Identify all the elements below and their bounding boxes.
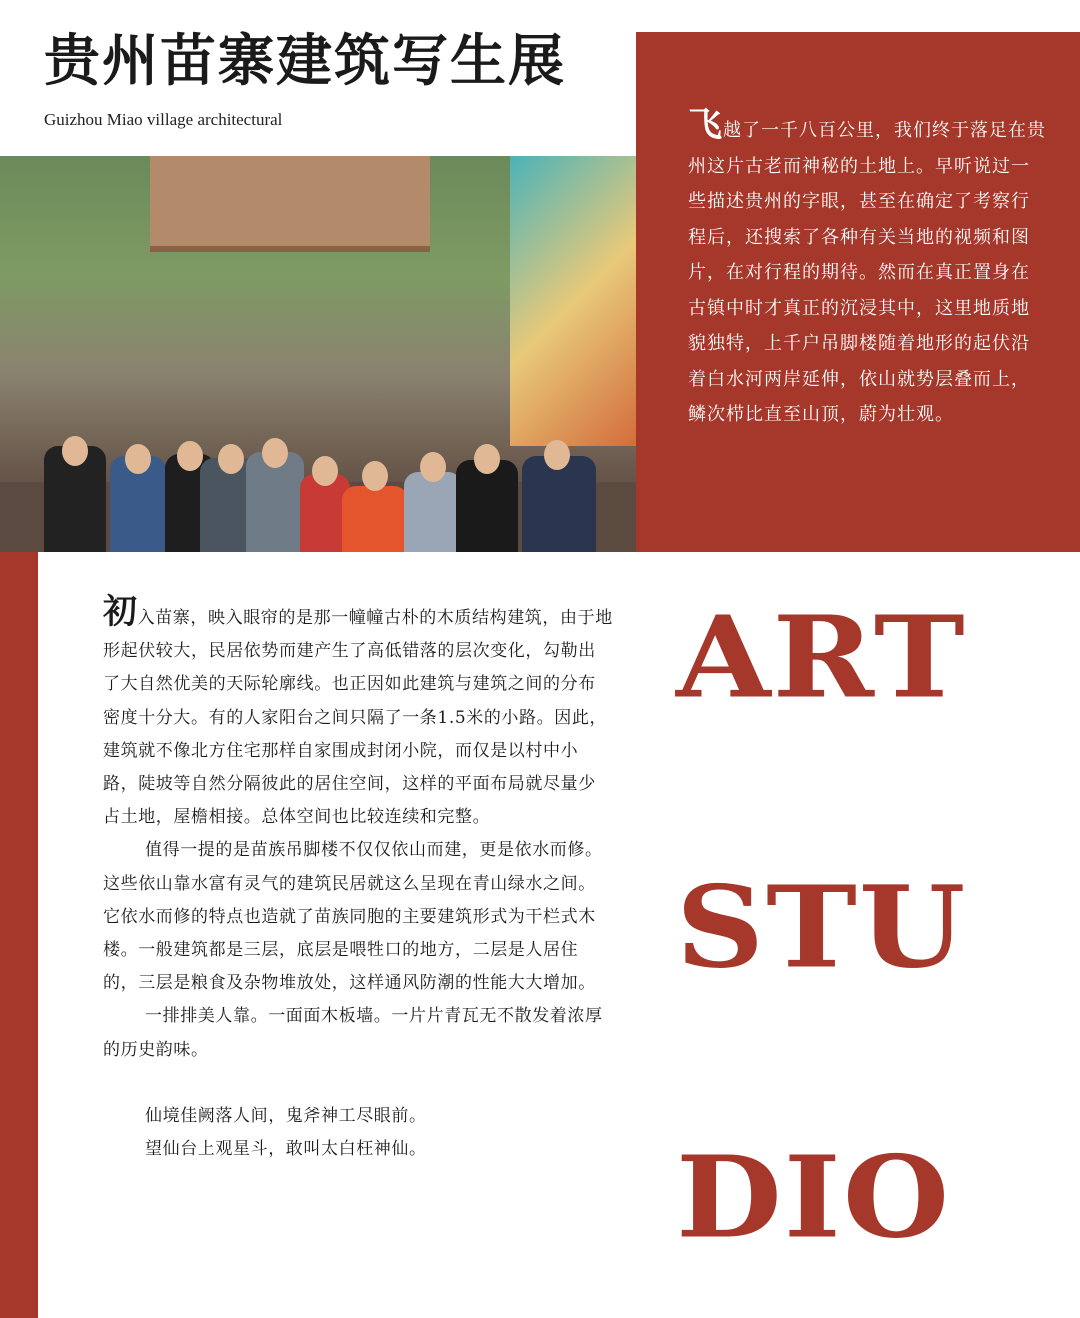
page-title: 贵州苗寨建筑写生展: [44, 28, 566, 94]
article-paragraph-1-text: 入苗寨，映入眼帘的是那一幢幢古朴的木质结构建筑，由于地形起伏较大，民居依势而建产生了高低错落的层次变化，勾勒出了大自然优美的天际轮廓线。也正因如此建筑与建筑之间的分布密度十分大。有的人家阳台之间只隔了一条1.5米的小路。因此，建筑就不像北方住宅那样自家围成封闭小院，而仅是以村中小路，陡坡等自然分隔彼此的居住空间，这样的平面布局就尽量少占土地，屋檐相接。总体空间也比较连续和完整。: [103, 608, 613, 828]
photo-head: [177, 441, 203, 471]
photo-head: [218, 444, 244, 474]
photo-head: [420, 452, 446, 482]
article-paragraph-2: 值得一提的是苗族吊脚楼不仅仅依山而建，更是依水而修。这些依山靠水富有灵气的建筑民居就这么呈现在青山绿水之间。它依水而修的特点也造就了苗族同胞的主要建筑形式为干栏式木楼。一般建筑都是三层，底层是喂牲口的地方，二层是人居住的，三层是粮食及杂物堆放处，这样通风防潮的性能大大增加。: [103, 840, 603, 994]
photo-person: [342, 486, 408, 552]
group-photo: [0, 156, 640, 552]
photo-person: [522, 456, 596, 552]
poem-line-2: 望仙台上观星斗，敢叫太白枉神仙。: [145, 1139, 427, 1160]
photo-head: [62, 436, 88, 466]
poem-line-1: 仙境佳阙落人间，鬼斧神工尽眼前。: [145, 1105, 427, 1126]
page-subtitle: Guizhou Miao village architectural: [44, 110, 283, 129]
photo-head: [125, 444, 151, 474]
big-text-dio: DIO: [676, 1130, 952, 1264]
photo-head: [262, 438, 288, 468]
big-text-stu: STU: [676, 860, 968, 994]
article-paragraph-3: 一排排美人靠。一面面木板墙。一片片青瓦无不散发着浓厚的历史韵味。: [103, 1006, 603, 1060]
big-text-art: ART: [676, 590, 967, 724]
article-body: [103, 592, 613, 1166]
photo-banner: [510, 156, 640, 446]
photo-head: [544, 440, 570, 470]
article-drop-cap: 初: [103, 592, 138, 632]
intro-drop-cap: 飞: [688, 105, 723, 145]
intro-body: 越了一千八百公里，我们终于落足在贵州这片古老而神秘的土地上。早听说过一些描述贵州的字眼，甚至在确定了考察行程后，还搜索了各种有关当地的视频和图片，在对行程的期待。然而在真正置身在古镇中时才真正的沉浸其中，这里地质地貌独特，上千户吊脚楼随着地形的起伏沿着白水河两岸延伸，依山就势层叠而上，鳞次栉比直至山顶，蔚为壮观。: [688, 120, 1046, 425]
photo-head: [362, 461, 388, 491]
photo-sign: [150, 156, 430, 252]
photo-head: [474, 444, 500, 474]
intro-text: [688, 105, 1048, 433]
intro-panel: [636, 32, 1080, 552]
article-paragraph-1: [103, 592, 613, 834]
photo-head: [312, 456, 338, 486]
photo-person: [404, 472, 462, 552]
left-accent-bar: [0, 552, 38, 1318]
